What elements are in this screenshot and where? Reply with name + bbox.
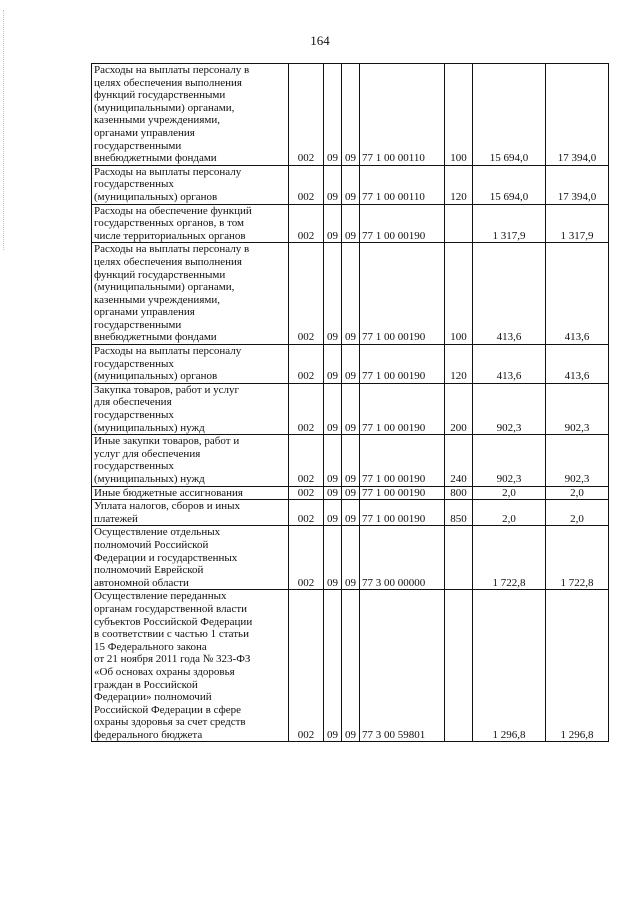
row-name-text: Иные бюджетные ассигнования	[94, 486, 243, 499]
table-row	[92, 486, 609, 500]
table-row	[92, 204, 609, 243]
subsection-code-cell: 09	[342, 345, 360, 384]
admin-code-cell: 002	[289, 165, 324, 204]
amount-year2-cell: 2,0	[546, 500, 609, 526]
table-row	[92, 526, 609, 590]
row-name-cell	[92, 500, 289, 526]
table-row	[92, 64, 609, 166]
expense-type-cell	[445, 590, 473, 742]
amount-year2-cell: 1 296,8	[546, 590, 609, 742]
section-code-cell: 09	[324, 243, 342, 345]
row-name-text: Осуществление переданных органам государственной власти субъектов Российской Федерации в соответствии с частью 1 статьи 15 Федерального закона от 21 ноября 2011 года № 323-ФЗ «Об основах охраны здоровья граждан в Российской Федерации» полномочий Российской Федерации в сфере охраны здоровья за счет средств федерального бюджета	[94, 590, 253, 741]
row-name-text: Расходы на обеспечение функций государственных органов, в том числе территориальных органов	[94, 204, 252, 242]
table-row	[92, 165, 609, 204]
target-article-cell: 77 1 00 00190	[360, 486, 445, 500]
target-article-cell: 77 1 00 00190	[360, 500, 445, 526]
section-code-cell: 09	[324, 165, 342, 204]
admin-code-cell: 002	[289, 500, 324, 526]
row-name-cell	[92, 204, 289, 243]
admin-code-cell: 002	[289, 243, 324, 345]
admin-code-cell: 002	[289, 526, 324, 590]
row-name-text: Расходы на выплаты персоналу в целях обеспечения выполнения функций государственными (муниципальными) органами, казенными учреждениями, органами управления государственными внебюджетными фондами	[94, 243, 250, 344]
subsection-code-cell: 09	[342, 590, 360, 742]
amount-year2-cell: 17 394,0	[546, 64, 609, 166]
section-code-cell: 09	[324, 64, 342, 166]
subsection-code-cell: 09	[342, 243, 360, 345]
target-article-cell: 77 1 00 00110	[360, 64, 445, 166]
amount-year1-cell: 413,6	[473, 243, 546, 345]
amount-year1-cell: 1 296,8	[473, 590, 546, 742]
budget-table-body	[92, 64, 609, 742]
amount-year2-cell: 902,3	[546, 435, 609, 486]
admin-code-cell: 002	[289, 435, 324, 486]
section-code-cell: 09	[324, 486, 342, 500]
amount-year2-cell: 1 722,8	[546, 526, 609, 590]
amount-year1-cell: 1 722,8	[473, 526, 546, 590]
admin-code-cell: 002	[289, 383, 324, 434]
section-code-cell: 09	[324, 383, 342, 434]
subsection-code-cell: 09	[342, 486, 360, 500]
target-article-cell: 77 3 00 59801	[360, 590, 445, 742]
row-name-cell	[92, 165, 289, 204]
amount-year2-cell: 902,3	[546, 383, 609, 434]
amount-year2-cell: 17 394,0	[546, 165, 609, 204]
subsection-code-cell: 09	[342, 165, 360, 204]
amount-year1-cell: 15 694,0	[473, 64, 546, 166]
expense-type-cell: 100	[445, 243, 473, 345]
amount-year1-cell: 1 317,9	[473, 204, 546, 243]
row-name-cell	[92, 435, 289, 486]
expense-type-cell	[445, 526, 473, 590]
amount-year2-cell: 413,6	[546, 345, 609, 384]
row-name-cell	[92, 243, 289, 345]
section-code-cell: 09	[324, 204, 342, 243]
expense-type-cell: 240	[445, 435, 473, 486]
section-code-cell: 09	[324, 590, 342, 742]
amount-year2-cell: 413,6	[546, 243, 609, 345]
section-code-cell: 09	[324, 500, 342, 526]
amount-year2-cell: 2,0	[546, 486, 609, 500]
subsection-code-cell: 09	[342, 204, 360, 243]
subsection-code-cell: 09	[342, 526, 360, 590]
amount-year2-cell: 1 317,9	[546, 204, 609, 243]
budget-table	[91, 63, 609, 742]
row-name-cell	[92, 526, 289, 590]
row-name-cell	[92, 345, 289, 384]
table-row	[92, 435, 609, 486]
amount-year1-cell: 902,3	[473, 383, 546, 434]
amount-year1-cell: 413,6	[473, 345, 546, 384]
expense-type-cell: 120	[445, 165, 473, 204]
amount-year1-cell: 2,0	[473, 500, 546, 526]
expense-type-cell: 800	[445, 486, 473, 500]
row-name-text: Осуществление отдельных полномочий Российской Федерации и государственных полномочий Еврейской автономной области	[94, 526, 238, 589]
admin-code-cell: 002	[289, 345, 324, 384]
row-name-text: Иные закупки товаров, работ и услуг для обеспечения государственных (муниципальных) нужд	[94, 435, 240, 485]
expense-type-cell: 100	[445, 64, 473, 166]
target-article-cell: 77 3 00 00000	[360, 526, 445, 590]
table-row	[92, 383, 609, 434]
row-name-text: Расходы на выплаты персоналу государственных (муниципальных) органов	[94, 165, 242, 203]
target-article-cell: 77 1 00 00190	[360, 435, 445, 486]
section-code-cell: 09	[324, 526, 342, 590]
expense-type-cell: 850	[445, 500, 473, 526]
row-name-text: Уплата налогов, сборов и иных платежей	[94, 500, 241, 525]
expense-type-cell: 120	[445, 345, 473, 384]
amount-year1-cell: 902,3	[473, 435, 546, 486]
target-article-cell: 77 1 00 00190	[360, 243, 445, 345]
target-article-cell: 77 1 00 00190	[360, 345, 445, 384]
row-name-cell	[92, 64, 289, 166]
admin-code-cell: 002	[289, 590, 324, 742]
target-article-cell: 77 1 00 00190	[360, 383, 445, 434]
subsection-code-cell: 09	[342, 500, 360, 526]
section-code-cell: 09	[324, 345, 342, 384]
expense-type-cell: 200	[445, 383, 473, 434]
expense-type-cell	[445, 204, 473, 243]
amount-year1-cell: 2,0	[473, 486, 546, 500]
target-article-cell: 77 1 00 00110	[360, 165, 445, 204]
table-row	[92, 590, 609, 742]
amount-year1-cell: 15 694,0	[473, 165, 546, 204]
subsection-code-cell: 09	[342, 435, 360, 486]
table-row	[92, 500, 609, 526]
section-code-cell: 09	[324, 435, 342, 486]
row-name-cell	[92, 590, 289, 742]
admin-code-cell: 002	[289, 64, 324, 166]
table-row	[92, 243, 609, 345]
target-article-cell: 77 1 00 00190	[360, 204, 445, 243]
row-name-text: Закупка товаров, работ и услуг для обеспечения государственных (муниципальных) нужд	[94, 383, 239, 434]
admin-code-cell: 002	[289, 486, 324, 500]
row-name-text: Расходы на выплаты персоналу государственных (муниципальных) органов	[94, 345, 242, 383]
table-row	[92, 345, 609, 384]
page-number: 164	[310, 33, 330, 48]
subsection-code-cell: 09	[342, 64, 360, 166]
row-name-cell	[92, 383, 289, 434]
row-name-cell	[92, 486, 289, 500]
subsection-code-cell: 09	[342, 383, 360, 434]
admin-code-cell: 002	[289, 204, 324, 243]
row-name-text: Расходы на выплаты персоналу в целях обеспечения выполнения функций государственными (муниципальными) органами, казенными учреждениями, органами управления государственными внебюджетными фондами	[94, 64, 250, 165]
